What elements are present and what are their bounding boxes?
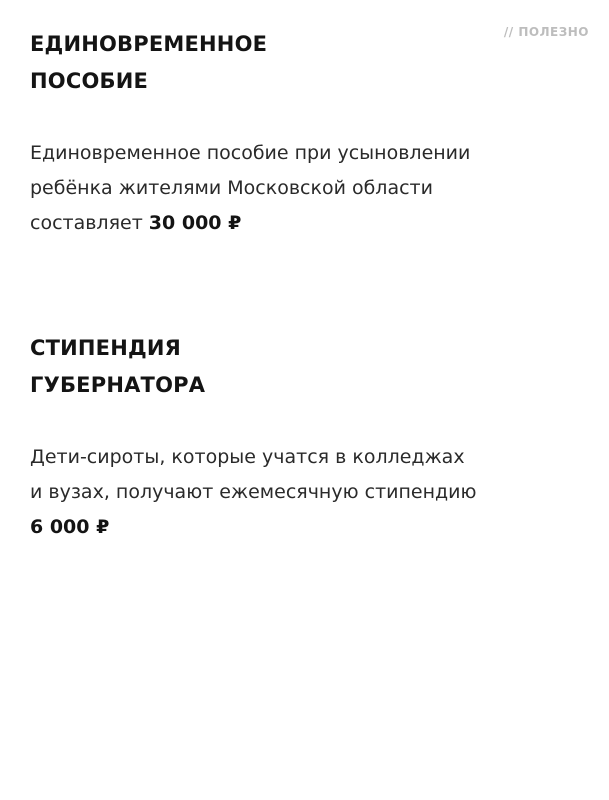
section-title-line: ПОСОБИЕ <box>30 69 149 93</box>
section-title-line: СТИПЕНДИЯ <box>30 336 182 360</box>
scholarship-amount: 6 000 ₽ <box>30 516 110 538</box>
description-line-with-amount <box>30 206 590 241</box>
description-line: ребёнка жителями Московской области <box>30 177 433 199</box>
section-title-line: ЕДИНОВРЕМЕННОЕ <box>30 32 268 56</box>
section-description <box>30 136 590 241</box>
section-title-line: ГУБЕРНАТОРА <box>30 373 206 397</box>
benefit-section-one-time <box>30 26 590 241</box>
section-title <box>30 26 590 100</box>
section-tag: // ПОЛЕЗНО <box>503 25 589 39</box>
benefit-amount: 30 000 ₽ <box>148 212 242 234</box>
section-description <box>30 440 590 545</box>
description-line: Единовременное пособие при усыновлении <box>30 142 471 164</box>
description-line: Дети-сироты, которые учатся в колледжах <box>30 446 465 468</box>
description-line: и вузах, получают ежемесячную стипендию <box>30 481 477 503</box>
description-text: составляет <box>30 212 149 234</box>
section-title <box>30 330 590 404</box>
benefit-section-governor-scholarship <box>30 330 590 545</box>
